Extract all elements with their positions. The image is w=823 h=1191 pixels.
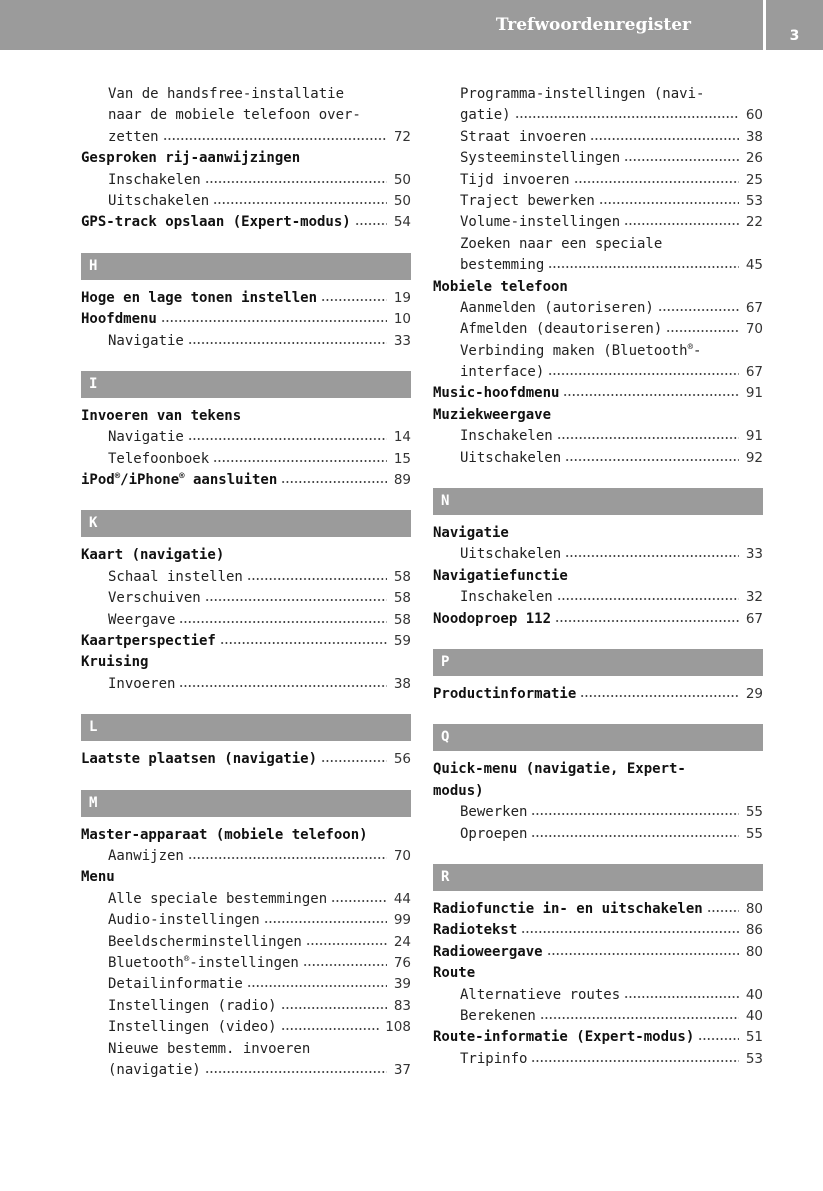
- page-reference: 67: [745, 364, 763, 381]
- index-entry: [81, 288, 411, 309]
- page-reference: 26: [745, 150, 763, 167]
- page-reference: 83: [393, 997, 411, 1014]
- index-entry: [81, 545, 411, 566]
- index-column-left: [81, 84, 411, 1081]
- entry-text: Master-apparaat (mobiele telefoon): [81, 826, 368, 843]
- page-reference: 89: [393, 472, 411, 489]
- entry-text: Uitschakelen: [460, 449, 562, 466]
- index-subentry: [81, 996, 411, 1017]
- page-reference: 55: [745, 804, 763, 821]
- index-subentry: [433, 587, 763, 608]
- index-subentry: [433, 84, 763, 105]
- dot-leader: [321, 298, 387, 302]
- dot-leader: [205, 598, 387, 602]
- dot-leader: [521, 930, 739, 934]
- entry-text: Navigatie: [433, 525, 509, 542]
- entry-text: Route: [433, 965, 476, 982]
- dot-leader: [547, 952, 739, 956]
- index-subentry: [81, 610, 411, 631]
- index-subentry: [433, 544, 763, 565]
- dot-leader: [179, 684, 387, 688]
- entry-text: Van de handsfree-installatie: [108, 86, 345, 102]
- dot-leader: [624, 995, 739, 999]
- dot-leader: [548, 372, 739, 376]
- index-subentry: [433, 1006, 763, 1027]
- page-reference: 53: [745, 1050, 763, 1067]
- dot-leader: [321, 759, 387, 763]
- entry-text: Tijd invoeren: [460, 171, 570, 188]
- page-reference: 38: [745, 128, 763, 145]
- page-reference: 44: [393, 890, 411, 907]
- index-subentry: [433, 448, 763, 469]
- entry-text: Music-hoofdmenu: [433, 385, 560, 402]
- entry-text: Volume-instellingen: [460, 214, 621, 231]
- index-entry: [433, 383, 763, 404]
- dot-leader: [355, 222, 387, 226]
- entry-text: Mobiele telefoon: [433, 278, 568, 295]
- entry-text: Laatste plaatsen (navigatie): [81, 751, 318, 768]
- index-subentry: [81, 889, 411, 910]
- entry-text: Aanmelden (autoriseren): [460, 299, 654, 316]
- dot-leader: [548, 265, 739, 269]
- section-header-i: I: [81, 371, 411, 398]
- dot-leader: [565, 554, 739, 558]
- dot-leader: [188, 856, 387, 860]
- page-reference: 19: [393, 289, 411, 306]
- index-subentry: [81, 449, 411, 470]
- index-entry: [81, 406, 411, 427]
- entry-text: Hoofdmenu: [81, 311, 157, 328]
- index-entry: [433, 942, 763, 963]
- entry-text: bestemming: [460, 257, 545, 274]
- entry-text: zetten: [108, 128, 159, 145]
- entry-text: naar de mobiele telefoon over-: [108, 107, 361, 124]
- index-subentry: [81, 331, 411, 352]
- entry-text: Invoeren: [108, 675, 176, 692]
- entry-text: Weergave: [108, 611, 176, 628]
- page-reference: 91: [745, 428, 763, 445]
- entry-text: Beeldscherminstellingen: [108, 933, 302, 950]
- index-subentry: [433, 985, 763, 1006]
- entry-text: Zoeken naar een speciale: [460, 235, 663, 252]
- page-reference: 67: [745, 299, 763, 316]
- entry-text: Inschakelen: [108, 171, 201, 188]
- index-subentry: [433, 298, 763, 319]
- entry-text: Inschakelen: [460, 428, 553, 445]
- entry-text: Alternatieve routes: [460, 986, 621, 1003]
- page-reference: 76: [393, 954, 411, 971]
- entry-text: Invoeren van tekens: [81, 407, 242, 424]
- entry-text: (navigatie): [108, 1061, 201, 1078]
- page-number: 3: [766, 0, 823, 50]
- dot-leader: [555, 619, 739, 623]
- entry-text: Afmelden (deautoriseren): [460, 321, 663, 338]
- page-reference: 50: [393, 171, 411, 188]
- entry-text: Muziekweergave: [433, 406, 552, 423]
- index-entry: [433, 523, 763, 544]
- entry-text: Nieuwe bestemm. invoeren: [108, 1040, 311, 1057]
- entry-text: Navigatie: [108, 429, 184, 446]
- page-reference: 80: [745, 900, 763, 917]
- page-reference: 108: [385, 1019, 411, 1036]
- page-reference: 25: [745, 171, 763, 188]
- dot-leader: [306, 942, 387, 946]
- entry-text: Noodoproep 112: [433, 610, 552, 627]
- index-entry: [81, 212, 411, 233]
- page-reference: 51: [745, 1029, 763, 1046]
- index-subentry: [433, 1049, 763, 1070]
- index-subentry: [433, 105, 763, 126]
- index-entry: [433, 684, 763, 705]
- dot-leader: [281, 1006, 387, 1010]
- entry-text: Inschakelen: [460, 589, 553, 606]
- index-subentry: [81, 127, 411, 148]
- entry-text: gatie): [460, 107, 511, 124]
- dot-leader: [540, 1016, 739, 1020]
- page-reference: 24: [393, 933, 411, 950]
- index-entry: [433, 609, 763, 630]
- entry-text: Systeeminstellingen: [460, 150, 621, 167]
- dot-leader: [247, 984, 387, 988]
- index-entry: [433, 899, 763, 920]
- index-entry: [433, 405, 763, 426]
- entry-text: GPS-track opslaan (Expert-modus): [81, 214, 351, 231]
- entry-text: Radiotekst: [433, 922, 518, 939]
- page-reference: 58: [393, 611, 411, 628]
- index-subentry: [81, 567, 411, 588]
- dot-leader: [213, 201, 387, 205]
- section-header-h: H: [81, 253, 411, 280]
- index-entry: [433, 963, 763, 984]
- page-header-bar: [0, 0, 763, 50]
- page-reference: 56: [393, 751, 411, 768]
- index-entry: [81, 749, 411, 770]
- page-reference: 99: [393, 912, 411, 929]
- index-column-right: [433, 84, 763, 1070]
- page-reference: 70: [393, 847, 411, 864]
- entry-text: Aanwijzen: [108, 847, 184, 864]
- dot-leader: [179, 620, 387, 624]
- entry-text: Gesproken rij-aanwijzingen: [81, 150, 301, 167]
- dot-leader: [590, 137, 739, 141]
- dot-leader: [205, 1070, 387, 1074]
- entry-text: Programma-instellingen (navi-: [460, 86, 705, 102]
- section-header-n: N: [433, 488, 763, 515]
- entry-text: iPod®/iPhone® aansluiten: [81, 471, 278, 489]
- page-reference: 40: [745, 986, 763, 1003]
- dot-leader: [188, 437, 387, 441]
- index-subentry: [433, 802, 763, 823]
- dot-leader: [557, 436, 739, 440]
- page-reference: 60: [745, 107, 763, 124]
- entry-text: Kruising: [81, 654, 149, 671]
- entry-text: Oproepen: [460, 825, 528, 842]
- page-reference: 58: [393, 590, 411, 607]
- index-subentry: [81, 1060, 411, 1081]
- section-header-k: K: [81, 510, 411, 537]
- entry-text: Tripinfo: [460, 1050, 528, 1067]
- page-reference: 72: [393, 128, 411, 145]
- entry-text: Route-informatie (Expert-modus): [433, 1029, 695, 1046]
- index-entry: [433, 920, 763, 941]
- page-reference: 54: [393, 214, 411, 231]
- entry-text: modus): [433, 782, 484, 799]
- entry-text: Productinformatie: [433, 685, 577, 702]
- entry-text: Straat invoeren: [460, 128, 587, 145]
- page-reference: 33: [393, 332, 411, 349]
- entry-text: Radioweergave: [433, 943, 543, 960]
- dot-leader: [574, 180, 739, 184]
- index-subentry: [433, 191, 763, 212]
- page-reference: 59: [393, 633, 411, 650]
- index-subentry: [433, 362, 763, 383]
- entry-text: Hoge en lage tonen instellen: [81, 289, 318, 306]
- dot-leader: [220, 641, 387, 645]
- entry-text: Verbinding maken (Bluetooth®-: [460, 342, 702, 359]
- index-subentry: [81, 932, 411, 953]
- entry-text: Menu: [81, 869, 115, 886]
- index-subentry: [433, 148, 763, 169]
- entry-text: Alle speciale bestemmingen: [108, 890, 328, 907]
- index-subentry: [433, 212, 763, 233]
- index-subentry: [81, 953, 411, 974]
- index-subentry: [81, 674, 411, 695]
- dot-leader: [205, 180, 387, 184]
- index-subentry: [81, 427, 411, 448]
- index-subentry: [433, 426, 763, 447]
- dot-leader: [557, 597, 739, 601]
- index-subentry: [81, 1017, 411, 1038]
- page-reference: 50: [393, 192, 411, 209]
- index-subentry: [433, 341, 763, 362]
- index-subentry: [433, 127, 763, 148]
- index-entry: [433, 781, 763, 802]
- page-reference: 70: [745, 321, 763, 338]
- dot-leader: [281, 480, 387, 484]
- entry-text: Kaart (navigatie): [81, 547, 225, 564]
- dot-leader: [531, 1059, 739, 1063]
- dot-leader: [281, 1027, 380, 1031]
- dot-leader: [707, 909, 739, 913]
- page-reference: 10: [393, 311, 411, 328]
- page-reference: 58: [393, 568, 411, 585]
- page-reference: 92: [745, 449, 763, 466]
- page-reference: 15: [393, 450, 411, 467]
- index-entry: [81, 867, 411, 888]
- entry-text: Navigatie: [108, 332, 184, 349]
- index-subentry: [81, 588, 411, 609]
- dot-leader: [247, 577, 387, 581]
- entry-text: Berekenen: [460, 1007, 536, 1024]
- dot-leader: [264, 920, 387, 924]
- entry-text: Traject bewerken: [460, 192, 595, 209]
- index-subentry: [81, 105, 411, 126]
- entry-text: Kaartperspectief: [81, 633, 216, 650]
- page-reference: 39: [393, 976, 411, 993]
- entry-text: interface): [460, 364, 545, 381]
- index-subentry: [81, 846, 411, 867]
- section-header-q: Q: [433, 724, 763, 751]
- page-reference: 55: [745, 825, 763, 842]
- dot-leader: [580, 694, 739, 698]
- dot-leader: [624, 222, 739, 226]
- page-reference: 38: [393, 675, 411, 692]
- index-entry: [81, 148, 411, 169]
- index-subentry: [433, 170, 763, 191]
- dot-leader: [531, 834, 739, 838]
- index-subentry: [81, 974, 411, 995]
- page-reference: 67: [745, 610, 763, 627]
- index-entry: [81, 309, 411, 330]
- section-header-r: R: [433, 864, 763, 891]
- entry-text: Audio-instellingen: [108, 912, 260, 929]
- index-subentry: [433, 319, 763, 340]
- dot-leader: [515, 115, 739, 119]
- index-entry: [433, 566, 763, 587]
- page-reference: 91: [745, 385, 763, 402]
- index-entry: [81, 825, 411, 846]
- index-subentry: [81, 1039, 411, 1060]
- dot-leader: [624, 158, 739, 162]
- page-reference: 40: [745, 1007, 763, 1024]
- page-reference: 33: [745, 546, 763, 563]
- page-reference: 32: [745, 589, 763, 606]
- page-reference: 37: [393, 1061, 411, 1078]
- entry-text: Detailinformatie: [108, 976, 243, 993]
- index-subentry: [81, 84, 411, 105]
- index-entry: [81, 652, 411, 673]
- dot-leader: [213, 459, 387, 463]
- index-subentry: [433, 255, 763, 276]
- entry-text: Radiofunctie in- en uitschakelen: [433, 900, 703, 917]
- page-title: Trefwoordenregister: [495, 15, 691, 35]
- index-entry: [81, 470, 411, 491]
- dot-leader: [531, 812, 739, 816]
- dot-leader: [163, 137, 387, 141]
- entry-text: Uitschakelen: [460, 546, 562, 563]
- page-reference: 14: [393, 429, 411, 446]
- index-entry: [433, 277, 763, 298]
- entry-text: Navigatiefunctie: [433, 567, 568, 584]
- dot-leader: [658, 308, 739, 312]
- entry-text: Schaal instellen: [108, 568, 243, 585]
- dot-leader: [563, 393, 739, 397]
- dot-leader: [188, 341, 387, 345]
- index-subentry: [81, 170, 411, 191]
- index-subentry: [433, 234, 763, 255]
- index-entry: [433, 1027, 763, 1048]
- index-subentry: [81, 910, 411, 931]
- dot-leader: [161, 319, 387, 323]
- index-subentry: [81, 191, 411, 212]
- index-subentry: [433, 824, 763, 845]
- entry-text: Verschuiven: [108, 590, 201, 607]
- index-entry: [433, 759, 763, 780]
- section-header-m: M: [81, 790, 411, 817]
- page-reference: 53: [745, 192, 763, 209]
- dot-leader: [331, 899, 387, 903]
- entry-text: Bluetooth®-instellingen: [108, 954, 299, 971]
- dot-leader: [303, 963, 387, 967]
- dot-leader: [565, 458, 739, 462]
- section-header-l: L: [81, 714, 411, 741]
- entry-text: Instellingen (radio): [108, 997, 277, 1014]
- entry-text: Instellingen (video): [108, 1019, 277, 1036]
- entry-text: Telefoonboek: [108, 450, 210, 467]
- section-header-p: P: [433, 649, 763, 676]
- page-reference: 80: [745, 943, 763, 960]
- page-reference: 22: [745, 214, 763, 231]
- entry-text: Uitschakelen: [108, 192, 210, 209]
- page-reference: 86: [745, 922, 763, 939]
- page-reference: 29: [745, 685, 763, 702]
- dot-leader: [698, 1037, 739, 1041]
- index-entry: [81, 631, 411, 652]
- dot-leader: [666, 329, 739, 333]
- entry-text: Bewerken: [460, 804, 528, 821]
- dot-leader: [599, 201, 739, 205]
- page-reference: 45: [745, 257, 763, 274]
- entry-text: Quick-menu (navigatie, Expert-: [433, 761, 686, 778]
